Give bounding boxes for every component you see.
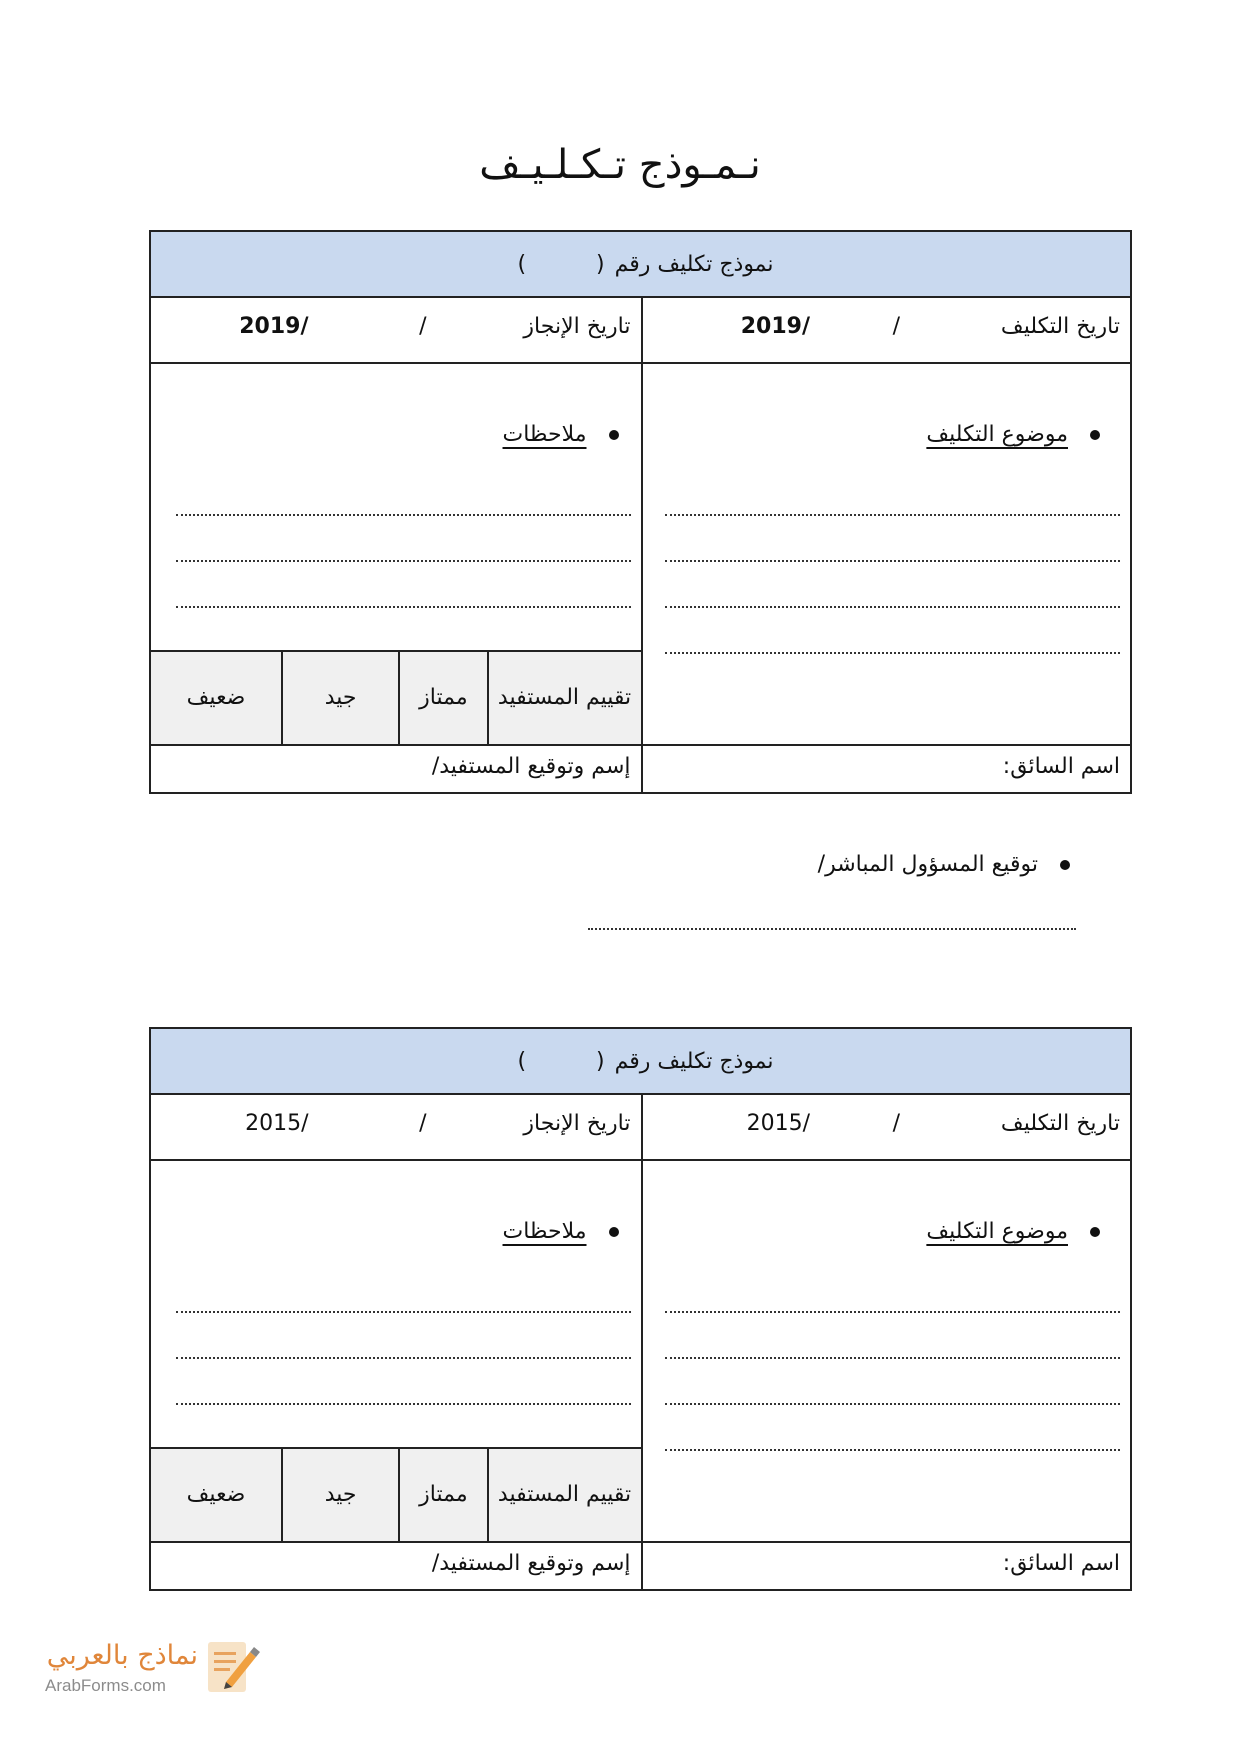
form-number-field[interactable]: ( ) bbox=[517, 251, 605, 277]
rating-row bbox=[151, 1447, 641, 1541]
notes-line[interactable] bbox=[176, 1357, 631, 1359]
assign-year[interactable]: 2019/ bbox=[740, 314, 810, 339]
notes-label: ملاحظات bbox=[502, 422, 587, 447]
driver-name-field[interactable]: اسم السائق: bbox=[641, 746, 1131, 792]
assign-date-cell bbox=[641, 1095, 1131, 1159]
assign-date-label: تاريخ التكليف bbox=[1000, 314, 1120, 339]
rating-excellent[interactable]: ممتاز bbox=[398, 652, 486, 744]
rating-row bbox=[151, 650, 641, 744]
complete-date-label: تاريخ الإنجاز bbox=[523, 314, 631, 339]
subject-label: موضوع التكليف bbox=[926, 1219, 1068, 1244]
logo-english-text: ArabForms.com bbox=[45, 1676, 166, 1695]
form-header bbox=[151, 232, 1130, 298]
notes-line[interactable] bbox=[176, 514, 631, 516]
complete-date-label: تاريخ الإنجاز bbox=[523, 1111, 631, 1136]
date-slash: / bbox=[419, 1111, 427, 1136]
pencil-document-icon bbox=[204, 1636, 260, 1698]
notes-line[interactable] bbox=[176, 1311, 631, 1313]
bullet-icon bbox=[609, 1227, 619, 1237]
driver-name-field[interactable]: اسم السائق: bbox=[641, 1543, 1131, 1589]
subject-line[interactable] bbox=[665, 652, 1120, 654]
complete-year[interactable]: 2019/ bbox=[239, 314, 309, 339]
subject-section bbox=[641, 1161, 1131, 1541]
subject-line[interactable] bbox=[665, 1357, 1120, 1359]
rating-label: تقييم المستفيد bbox=[487, 1449, 641, 1541]
subject-line[interactable] bbox=[665, 606, 1120, 608]
form-number-field[interactable]: ( ) bbox=[517, 1048, 605, 1074]
notes-section bbox=[151, 1161, 641, 1541]
supervisor-signature bbox=[818, 852, 1070, 877]
subject-line[interactable] bbox=[665, 1403, 1120, 1405]
bullet-icon bbox=[1060, 860, 1070, 870]
rating-good[interactable]: جيد bbox=[281, 1449, 398, 1541]
bullet-icon bbox=[1090, 1227, 1100, 1237]
complete-date-cell bbox=[151, 298, 641, 362]
supervisor-signature-line[interactable] bbox=[588, 928, 1076, 930]
subject-line[interactable] bbox=[665, 1311, 1120, 1313]
subject-section bbox=[641, 364, 1131, 744]
date-slash: / bbox=[892, 314, 900, 339]
complete-year[interactable]: 2015/ bbox=[245, 1111, 309, 1136]
rating-excellent[interactable]: ممتاز bbox=[398, 1449, 486, 1541]
supervisor-label: توقيع المسؤول المباشر/ bbox=[817, 852, 1038, 877]
rating-label: تقييم المستفيد bbox=[487, 652, 641, 744]
notes-section bbox=[151, 364, 641, 744]
form-header bbox=[151, 1029, 1130, 1095]
date-slash: / bbox=[892, 1111, 900, 1136]
rating-weak[interactable]: ضعيف bbox=[186, 685, 246, 711]
notes-line[interactable] bbox=[176, 1403, 631, 1405]
notes-line[interactable] bbox=[176, 560, 631, 562]
subject-line[interactable] bbox=[665, 560, 1120, 562]
assignment-form-1 bbox=[149, 230, 1132, 794]
assign-date-label: تاريخ التكليف bbox=[1000, 1111, 1120, 1136]
beneficiary-signature-field[interactable]: إسم وتوقيع المستفيد/ bbox=[431, 1551, 631, 1576]
form-number-label: نموذج تكليف رقم bbox=[614, 251, 774, 277]
page-title: نـمـوذج تـكـلـيـف bbox=[479, 142, 761, 188]
notes-label: ملاحظات bbox=[502, 1219, 587, 1244]
subject-label: موضوع التكليف bbox=[926, 422, 1068, 447]
assign-date-cell bbox=[641, 298, 1131, 362]
form-number-label: نموذج تكليف رقم bbox=[614, 1048, 774, 1074]
notes-line[interactable] bbox=[176, 606, 631, 608]
date-slash: / bbox=[419, 314, 427, 339]
rating-weak[interactable]: ضعيف bbox=[186, 1482, 246, 1508]
subject-line[interactable] bbox=[665, 514, 1120, 516]
bullet-icon bbox=[609, 430, 619, 440]
bullet-icon bbox=[1090, 430, 1100, 440]
rating-good[interactable]: جيد bbox=[281, 652, 398, 744]
complete-date-cell bbox=[151, 1095, 641, 1159]
subject-line[interactable] bbox=[665, 1449, 1120, 1451]
beneficiary-signature-field[interactable]: إسم وتوقيع المستفيد/ bbox=[431, 754, 631, 779]
arabforms-logo bbox=[30, 1640, 260, 1700]
assign-year[interactable]: 2015/ bbox=[746, 1111, 810, 1136]
assignment-form-2 bbox=[149, 1027, 1132, 1591]
logo-arabic-text: نماذج بالعربي bbox=[46, 1640, 198, 1671]
